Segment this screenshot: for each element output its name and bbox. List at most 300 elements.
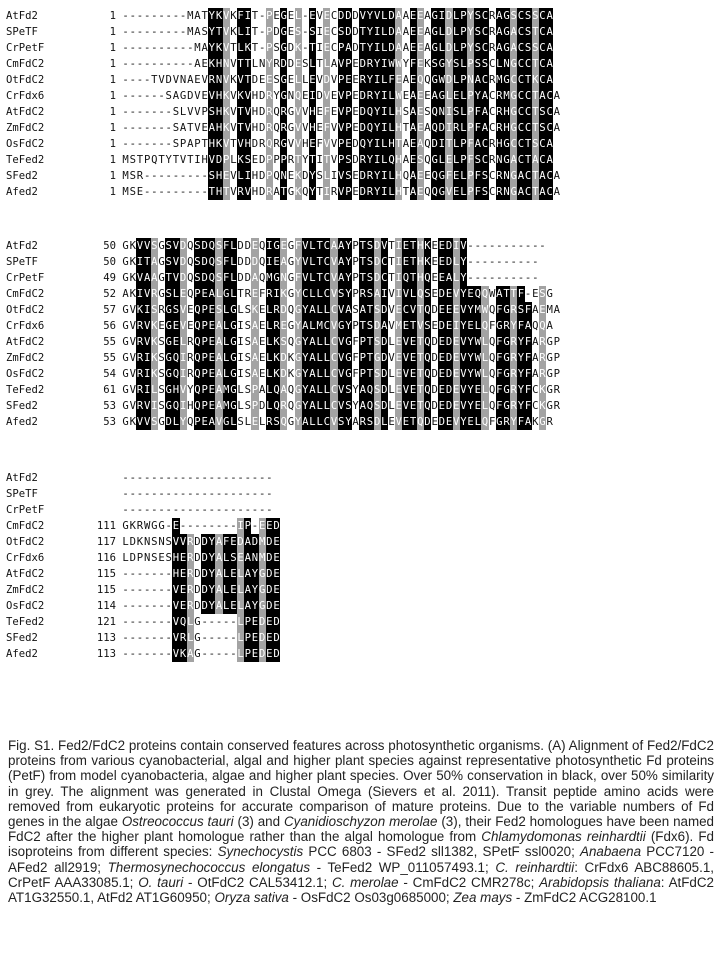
residue: P	[359, 336, 366, 348]
residue: S	[474, 26, 481, 38]
residue: P	[553, 368, 561, 380]
residue: K	[129, 272, 136, 284]
residue: T	[316, 272, 323, 284]
residue: M	[258, 552, 266, 564]
residue: G	[230, 320, 237, 332]
residue: -	[158, 616, 165, 628]
residue: Q	[431, 186, 438, 198]
residue: L	[453, 74, 460, 86]
residue: Q	[187, 272, 194, 284]
residue: G	[546, 384, 553, 396]
residue: V	[172, 600, 180, 612]
residue: K	[251, 304, 259, 316]
residue: G	[510, 58, 517, 70]
residue: G	[510, 106, 517, 118]
residue: T	[409, 240, 417, 252]
residue: S	[539, 122, 546, 134]
residue: R	[187, 552, 194, 564]
residue: I	[373, 26, 381, 38]
residue: E	[453, 400, 460, 412]
residue: R	[151, 288, 158, 300]
residue: -	[143, 584, 151, 596]
residue: R	[136, 352, 144, 364]
residue: E	[352, 74, 359, 86]
residue: E	[208, 320, 216, 332]
residue: L	[237, 632, 244, 644]
residue: K	[539, 400, 546, 412]
residue: D	[445, 384, 453, 396]
residue: S	[366, 272, 374, 284]
residue: T	[532, 90, 539, 102]
residue: D	[201, 536, 208, 548]
residue: I	[381, 90, 388, 102]
residue: M	[194, 42, 201, 54]
residue: T	[417, 400, 424, 412]
residue: -	[136, 568, 144, 580]
residue: G	[165, 384, 172, 396]
residue: F	[223, 536, 230, 548]
residue: A	[251, 320, 259, 332]
residue: L	[230, 272, 237, 284]
sequence-name: OsFdC2	[6, 600, 45, 612]
residue: Y	[208, 584, 216, 596]
residue: -	[179, 170, 187, 182]
residue: R	[453, 122, 460, 134]
residue: -	[510, 272, 517, 284]
residue: A	[553, 122, 561, 134]
residue: M	[258, 536, 266, 548]
residue: A	[215, 320, 223, 332]
caption-species-name: C. reinhardtii	[495, 859, 575, 875]
residue: Q	[488, 368, 496, 380]
residue: V	[294, 138, 302, 150]
residue: R	[266, 122, 273, 134]
residue: V	[373, 10, 381, 22]
residue: T	[402, 186, 410, 198]
residue: Q	[194, 320, 201, 332]
residue: I	[237, 520, 244, 532]
residue: M	[187, 26, 194, 38]
residue: L	[237, 26, 244, 38]
residue: D	[359, 186, 366, 198]
residue: E	[273, 568, 280, 580]
residue: K	[151, 320, 158, 332]
residue: D	[438, 122, 446, 134]
residue: N	[503, 186, 510, 198]
residue: P	[194, 288, 201, 300]
residue: -	[136, 616, 144, 628]
residue: -	[215, 648, 223, 660]
residue: D	[445, 352, 453, 364]
residue: -	[143, 616, 151, 628]
residue: G	[165, 320, 172, 332]
residue: A	[359, 384, 366, 396]
residue: T	[409, 256, 417, 268]
residue: E	[251, 288, 259, 300]
residue: V	[158, 74, 165, 86]
sequence-name: OsFdC2	[6, 138, 45, 150]
residue: W	[488, 288, 496, 300]
residue: -	[194, 488, 201, 500]
residue: C	[481, 138, 489, 150]
sequence-residues	[122, 486, 273, 502]
residue: E	[201, 416, 208, 428]
residue: -	[158, 90, 165, 102]
residue: P	[201, 352, 208, 364]
residue: L	[323, 336, 331, 348]
residue: L	[381, 154, 388, 166]
residue: A	[151, 272, 158, 284]
residue: -	[266, 504, 273, 516]
residue: V	[460, 384, 467, 396]
residue: S	[338, 26, 345, 38]
residue: E	[445, 288, 453, 300]
residue: G	[338, 320, 345, 332]
residue: E	[208, 384, 216, 396]
residue: F	[496, 336, 503, 348]
caption-species-name: Thermosynechococcus elongatus	[107, 859, 311, 875]
residue: E	[280, 240, 287, 252]
residue: T	[409, 320, 417, 332]
sequence-name: SPeTF	[6, 256, 38, 268]
residue: A	[143, 272, 151, 284]
residue: D	[201, 568, 208, 580]
residue: R	[208, 74, 216, 86]
residue: -	[539, 240, 546, 252]
residue: S	[244, 154, 251, 166]
residue: K	[129, 256, 136, 268]
residue: Q	[417, 288, 424, 300]
residue: V	[330, 154, 338, 166]
residue: A	[481, 90, 489, 102]
residue: D	[445, 42, 453, 54]
residue: R	[136, 400, 144, 412]
residue: F	[524, 304, 532, 316]
residue: L	[122, 536, 129, 548]
residue: V	[287, 138, 295, 150]
sequence-name: AtFd2	[6, 240, 38, 252]
residue: -	[158, 170, 165, 182]
sequence-name: AtFd2	[6, 10, 38, 22]
residue: T	[280, 186, 287, 198]
residue: I	[395, 288, 402, 300]
residue: C	[330, 368, 338, 380]
residue: Y	[402, 58, 410, 70]
residue: V	[172, 632, 180, 644]
residue: D	[280, 368, 287, 380]
residue: A	[402, 42, 410, 54]
residue: P	[345, 90, 352, 102]
residue: Y	[517, 400, 525, 412]
residue: S	[215, 272, 223, 284]
residue: A	[532, 368, 539, 380]
residue: Q	[194, 400, 201, 412]
residue: L	[179, 336, 187, 348]
residue: V	[359, 10, 366, 22]
residue: -	[208, 616, 216, 628]
residue: L	[266, 352, 273, 364]
residue: A	[215, 352, 223, 364]
residue: S	[151, 416, 158, 428]
residue: A	[215, 552, 223, 564]
residue: E	[158, 320, 165, 332]
residue: K	[424, 240, 431, 252]
residue: -	[151, 488, 158, 500]
residue: R	[366, 170, 374, 182]
residue: -	[136, 90, 144, 102]
residue: G	[431, 74, 438, 86]
residue: H	[417, 256, 424, 268]
residue: -	[524, 240, 532, 252]
residue: Q	[172, 368, 180, 380]
residue: L	[453, 10, 460, 22]
residue: E	[438, 368, 446, 380]
residue: -	[510, 256, 517, 268]
residue: T	[294, 154, 302, 166]
caption-species-name: O. tauri	[138, 874, 184, 890]
residue: I	[316, 42, 323, 54]
residue: M	[122, 186, 129, 198]
residue: -	[158, 10, 165, 22]
residue: P	[338, 154, 345, 166]
residue: -	[524, 272, 532, 284]
residue: Y	[366, 10, 374, 22]
residue: E	[251, 648, 259, 660]
residue: Y	[251, 568, 259, 580]
residue: V	[338, 122, 345, 134]
residue: -	[179, 186, 187, 198]
residue: C	[546, 170, 553, 182]
residue: F	[474, 122, 481, 134]
residue: A	[546, 154, 553, 166]
caption-text: Fig. S1. Fed2/FdC2 proteins contain conserved features across photosynthetic organisms. (A) Alignment of Fed2/FdC2 proteins from various cyanobacterial, algal and higher plant species against representative photosynthetic Fd proteins (PetF) from model cyanobacteria, algae and higher plant species. Over 50% conservation in black, over 50% similarity in grey. The alignment was generated in Clustal Omega (Sievers et al. 2011). Transit peptide amino acids were removed from eukaryotic proteins for accurate comparison of mature proteins. Due to the variable numbers of Fd genes in the algae	[8, 738, 714, 830]
residue: L	[266, 336, 273, 348]
residue: V	[460, 368, 467, 380]
residue: P	[359, 368, 366, 380]
residue: M	[474, 304, 481, 316]
residue: K	[294, 170, 302, 182]
residue: F	[496, 400, 503, 412]
residue: V	[179, 536, 187, 548]
residue: Y	[302, 352, 309, 364]
residue: -	[122, 504, 129, 516]
residue: I	[381, 288, 388, 300]
residue: E	[453, 384, 460, 396]
residue: A	[424, 26, 431, 38]
residue: A	[338, 256, 345, 268]
residue: R	[503, 320, 510, 332]
residue: S	[453, 106, 460, 118]
residue: T	[359, 256, 366, 268]
residue: I	[179, 352, 187, 364]
residue: -	[496, 272, 503, 284]
residue: R	[330, 186, 338, 198]
residue: L	[244, 416, 251, 428]
residue: Y	[373, 170, 381, 182]
residue: A	[395, 42, 402, 54]
residue: V	[179, 304, 187, 316]
residue: -	[158, 58, 165, 70]
residue: A	[208, 122, 216, 134]
residue: T	[230, 42, 237, 54]
residue: A	[532, 304, 539, 316]
residue: Y	[517, 368, 525, 380]
residue: C	[323, 256, 331, 268]
residue: S	[366, 416, 374, 428]
residue: Q	[194, 352, 201, 364]
sequence-start-position: 57	[103, 304, 116, 316]
residue: E	[431, 256, 438, 268]
residue: G	[230, 336, 237, 348]
residue: G	[122, 304, 129, 316]
residue: Y	[352, 384, 359, 396]
residue: G	[373, 352, 381, 364]
sequence-residues	[122, 88, 560, 104]
residue: L	[172, 416, 180, 428]
residue: Y	[467, 368, 474, 380]
residue: V	[143, 240, 151, 252]
sequence-name: CrFdx6	[6, 90, 45, 102]
sequence-name: AtFdC2	[6, 106, 45, 118]
residue: P	[467, 58, 474, 70]
residue: R	[280, 106, 287, 118]
residue: D	[438, 288, 446, 300]
residue: Q	[266, 138, 273, 150]
residue: -	[172, 42, 180, 54]
residue: P	[345, 106, 352, 118]
residue: P	[345, 122, 352, 134]
residue: -	[201, 186, 208, 198]
residue: S	[165, 552, 172, 564]
residue: T	[237, 288, 244, 300]
residue: R	[359, 416, 366, 428]
residue: -	[208, 632, 216, 644]
residue: -	[129, 632, 136, 644]
residue: G	[223, 416, 230, 428]
residue: S	[532, 10, 539, 22]
residue: E	[438, 240, 446, 252]
residue: T	[172, 154, 180, 166]
residue: S	[129, 154, 136, 166]
residue: R	[187, 336, 194, 348]
residue: -	[230, 472, 237, 484]
residue: Q	[187, 256, 194, 268]
residue: F	[445, 170, 453, 182]
residue: A	[244, 584, 251, 596]
residue: V	[338, 384, 345, 396]
residue: E	[445, 154, 453, 166]
residue: D	[445, 400, 453, 412]
residue: G	[287, 272, 295, 284]
residue: C	[517, 26, 525, 38]
residue: -	[179, 26, 187, 38]
residue: P	[467, 106, 474, 118]
residue: E	[287, 170, 295, 182]
residue: C	[381, 256, 388, 268]
residue: A	[539, 186, 546, 198]
residue: V	[129, 320, 136, 332]
residue: H	[395, 154, 402, 166]
residue: C	[381, 272, 388, 284]
residue: D	[165, 74, 172, 86]
residue: D	[445, 368, 453, 380]
residue: P	[201, 400, 208, 412]
residue: K	[223, 122, 230, 134]
residue: V	[338, 400, 345, 412]
residue: H	[172, 384, 180, 396]
residue: P	[345, 58, 352, 70]
residue: P	[352, 272, 359, 284]
residue: E	[474, 400, 481, 412]
residue: E	[409, 42, 417, 54]
residue: Q	[187, 416, 194, 428]
residue: G	[122, 368, 129, 380]
residue: E	[445, 320, 453, 332]
residue: D	[244, 256, 251, 268]
residue: V	[323, 138, 331, 150]
residue: C	[517, 58, 525, 70]
residue: E	[201, 122, 208, 134]
residue: L	[453, 256, 460, 268]
residue: D	[431, 352, 438, 364]
residue: E	[453, 336, 460, 348]
residue: E	[179, 600, 187, 612]
residue: G	[431, 154, 438, 166]
residue: V	[338, 304, 345, 316]
residue: V	[402, 352, 410, 364]
residue: C	[488, 122, 496, 134]
residue: Y	[467, 384, 474, 396]
residue: S	[402, 106, 410, 118]
residue: T	[237, 58, 244, 70]
residue: -	[258, 26, 266, 38]
residue: -	[143, 10, 151, 22]
residue: -	[230, 520, 237, 532]
residue: P	[201, 304, 208, 316]
residue: G	[165, 368, 172, 380]
residue: V	[208, 90, 216, 102]
residue: L	[316, 384, 323, 396]
residue: Q	[359, 138, 366, 150]
residue: H	[395, 170, 402, 182]
residue: Q	[366, 122, 374, 134]
residue: V	[402, 336, 410, 348]
residue: E	[179, 552, 187, 564]
residue: H	[251, 90, 259, 102]
residue: C	[524, 58, 532, 70]
caption-text: - CmFdC2 CMR278c;	[398, 874, 540, 890]
sequence-start-position: 1	[109, 186, 116, 198]
sequence-residues	[122, 350, 560, 366]
residue: G	[287, 122, 295, 134]
residue: M	[316, 320, 323, 332]
residue: A	[194, 10, 201, 22]
residue: I	[237, 352, 244, 364]
residue: D	[201, 272, 208, 284]
residue: T	[143, 256, 151, 268]
residue: G	[503, 26, 510, 38]
residue: Q	[424, 138, 431, 150]
residue: -	[151, 648, 158, 660]
residue: K	[151, 368, 158, 380]
residue: F	[223, 240, 230, 252]
residue: D	[359, 170, 366, 182]
residue: R	[510, 368, 517, 380]
residue: A	[409, 170, 417, 182]
residue: D	[251, 74, 259, 86]
residue: L	[122, 552, 129, 564]
residue: C	[330, 352, 338, 364]
